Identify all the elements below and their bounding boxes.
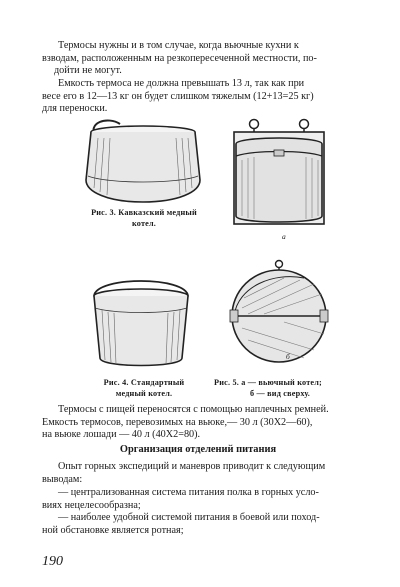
text-line: Опыт горных экспедиций и маневров приводит к следующим	[58, 461, 326, 472]
text-line: — централизованная система питания полка в горных усло-	[58, 487, 319, 498]
page-number: 190	[42, 554, 63, 569]
text-line: Термосы с пищей переносятся с помощью наплечных ремней.	[58, 404, 329, 415]
paragraph-company-system	[42, 512, 368, 537]
caption-line: Рис. 5. а — вьючный котел;	[214, 378, 322, 387]
caption-line: б — вид сверху.	[250, 388, 311, 398]
figure-pack-cauldron-top-view	[224, 258, 334, 370]
caption-line: Рис. 3. Кавказский медный	[91, 208, 197, 217]
text-line: Термосы нужны и в том случае, когда вьючные кухни к	[58, 40, 299, 51]
paragraph-experience	[42, 461, 368, 486]
text-line: на вьюке лошади — 40 л (40Х2=80).	[42, 429, 201, 441]
text-line: выводам:	[42, 473, 83, 485]
paragraph-thermos-need	[42, 40, 368, 78]
figure-label-b: б	[286, 352, 290, 361]
text-line: для переноски.	[42, 103, 108, 115]
paragraph-centralized	[42, 487, 368, 512]
section-heading: Организация отделений питания	[119, 444, 277, 455]
caption-line: котел.	[131, 218, 157, 228]
text-line: Емкость термоса не должна превышать 13 л, так как при	[58, 78, 305, 89]
text-line: Емкость термосов, перевозимых на вьюке,— 30 л (30Х2—60),	[42, 416, 313, 428]
text-line: весе его в 12—13 кг он будет слишком тяжелым (12+13=25 кг)	[42, 90, 314, 102]
paragraph-thermos-capacity	[42, 78, 368, 116]
figure-4-caption	[76, 378, 212, 399]
figure-standard-cauldron	[86, 270, 196, 374]
paragraph-thermos-carrying	[42, 404, 368, 442]
text-line: виях нецелесообразна;	[42, 499, 141, 511]
text-line: — наиболее удобной системой питания в боевой или поход-	[58, 512, 320, 523]
figure-label-a: а	[282, 232, 286, 241]
text-line: взводам, расположенным на резкопересеченной местности, по-	[42, 52, 317, 64]
caption-line: медный котел.	[115, 388, 173, 398]
text-line: дойти не могут.	[54, 65, 122, 77]
figure-caucasian-cauldron	[78, 118, 208, 206]
figure-pack-cauldron	[224, 116, 334, 236]
caption-line: Рис. 4. Стандартный	[103, 378, 185, 387]
figure-5-caption	[214, 378, 350, 399]
text-line: ной обстановке является ротная;	[42, 524, 184, 536]
figure-3-caption	[76, 208, 212, 229]
